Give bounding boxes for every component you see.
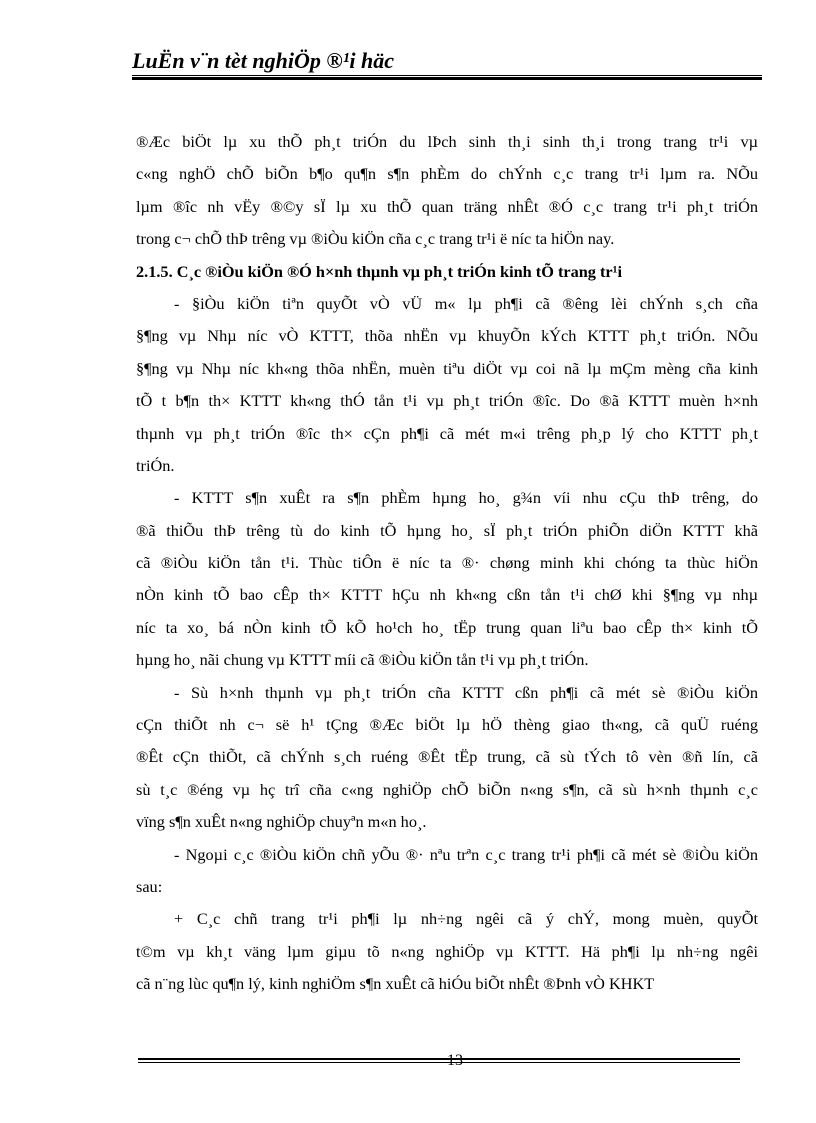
text-line: cã n¨ng lùc qu¶n lý, kinh nghiÖm s¶n xuÊt cã hiÓu biÕt nhÊt ®Þnh vÒ KHKT: [136, 974, 655, 994]
text-line: ®Æc biÖt lµ xu thÕ ph¸t triÓn du lÞch sinh th¸i sinh th¸i trong trang tr¹i vµ: [136, 132, 758, 151]
text-line: triÓn.: [136, 455, 175, 475]
text-line: vïng s¶n xuÊt n«ng nghiÖp chuyªn m«n ho¸.: [136, 812, 427, 832]
text-line: hµng ho¸ nãi chung vµ KTTT míi cã ®iÒu kiÖn tån t¹i vµ ph¸t triÓn.: [136, 650, 589, 670]
text-line: trong c¬ chÕ thÞ trêng vµ ®iÒu kiÖn cña c¸c trang tr¹i ë níc ta hiÖn nay.: [136, 229, 615, 249]
page-number: 13: [447, 1052, 463, 1069]
text-line: - KTTT s¶n xuÊt ra s¶n phÈm hµng ho¸ g¾n víi nhu cÇu thÞ trêng, do: [174, 488, 758, 508]
text-line: - §iÒu kiÖn tiªn quyÕt vÒ vÜ m« lµ ph¶i cã ®êng lèi chÝnh s¸ch cña: [174, 293, 758, 313]
text-line: nÒn kinh tÕ bao cÊp th× KTTT hÇu nh kh«ng cßn tån t¹i chØ khi §¶ng vµ nhµ: [136, 585, 758, 605]
text-line: c«ng nghÖ chÕ biÕn b¶o qu¶n s¶n phÈm do chÝnh c¸c trang tr¹i lµm ra. NÕu: [136, 164, 758, 184]
section-heading: 2.1.5. C¸c ®iÒu kiÖn ®Ó h×nh thµnh vµ ph¸t triÓn kinh tÕ trang tr¹i: [136, 261, 623, 281]
text-line: - Sù h×nh thµnh vµ ph¸t triÓn cña KTTT cßn ph¶i cã mét sè ®iÒu kiÖn: [174, 682, 758, 702]
text-line: níc ta xo¸ bá nÒn kinh tÕ kÕ ho¹ch ho¸ tËp trung quan liªu bao cÊp th× kinh tÕ: [136, 617, 758, 637]
text-line: + C¸c chñ trang tr¹i ph¶i lµ nh÷ng ngêi cã ý chÝ, mong muèn, quyÕt: [174, 909, 758, 929]
text-line: t©m vµ kh¸t väng lµm giµu tõ n«ng nghiÖp vµ KTTT. Hä ph¶i lµ nh÷ng ngêi: [136, 941, 758, 961]
text-line: ®ã thiÕu thÞ trêng tù do kinh tÕ hµng ho¸ sÏ ph¸t triÓn phiÕn diÖn KTTT khã: [136, 520, 758, 540]
text-line: §¶ng vµ Nhµ níc kh«ng thõa nhËn, muèn tiªu diÖt vµ coi nã lµ mÇm mèng cña kinh: [136, 358, 758, 378]
header-rule-thin: [132, 75, 762, 76]
body-text: [136, 126, 758, 1001]
text-line: ®Êt cÇn thiÕt, cã chÝnh s¸ch ruéng ®Êt tËp trung, cã sù tÝch tô vèn ®ñ lín, cã: [136, 747, 758, 767]
text-line: §¶ng vµ Nhµ níc vÒ KTTT, thõa nhËn vµ khuyÕn kÝch KTTT ph¸t triÓn. NÕu: [136, 326, 758, 346]
text-line: cã ®iÒu kiÖn tån t¹i. Thùc tiÔn ë níc ta ®· chøng minh khi chóng ta thùc hiÖn: [136, 553, 758, 573]
text-line: - Ngoµi c¸c ®iÒu kiÖn chñ yÕu ®· nªu trªn c¸c trang tr¹i ph¶i cã mét sè ®iÒu kiÖn: [174, 844, 758, 864]
text-line: sau:: [136, 876, 163, 896]
text-line: lµm ®îc nh vËy ®©y sÏ lµ xu thÕ quan träng nhÊt ®Ó c¸c trang tr¹i ph¸t triÓn: [136, 196, 758, 216]
text-line: cÇn thiÕt nh c¬ së h¹ tÇng ®Æc biÖt lµ hÖ thèng giao th«ng, cã quÜ ruéng: [136, 715, 758, 735]
header-title: LuËn v¨n tèt nghiÖp ®¹i häc: [132, 48, 395, 73]
header-rule-thick: [132, 77, 762, 80]
text-line: thµnh vµ ph¸t triÓn ®îc th× cÇn ph¶i cã mét m«i trêng ph¸p lý cho KTTT ph¸t: [136, 423, 758, 443]
text-line: tÕ t b¶n th× KTTT kh«ng thÓ tån t¹i vµ ph¸t triÓn ®îc. Do ®ã KTTT muèn h×nh: [136, 391, 758, 411]
text-line: sù t¸c ®éng vµ hç trî cña c«ng nghiÖp chÕ biÕn n«ng s¶n, cã sù h×nh thµnh c¸c: [136, 779, 758, 799]
